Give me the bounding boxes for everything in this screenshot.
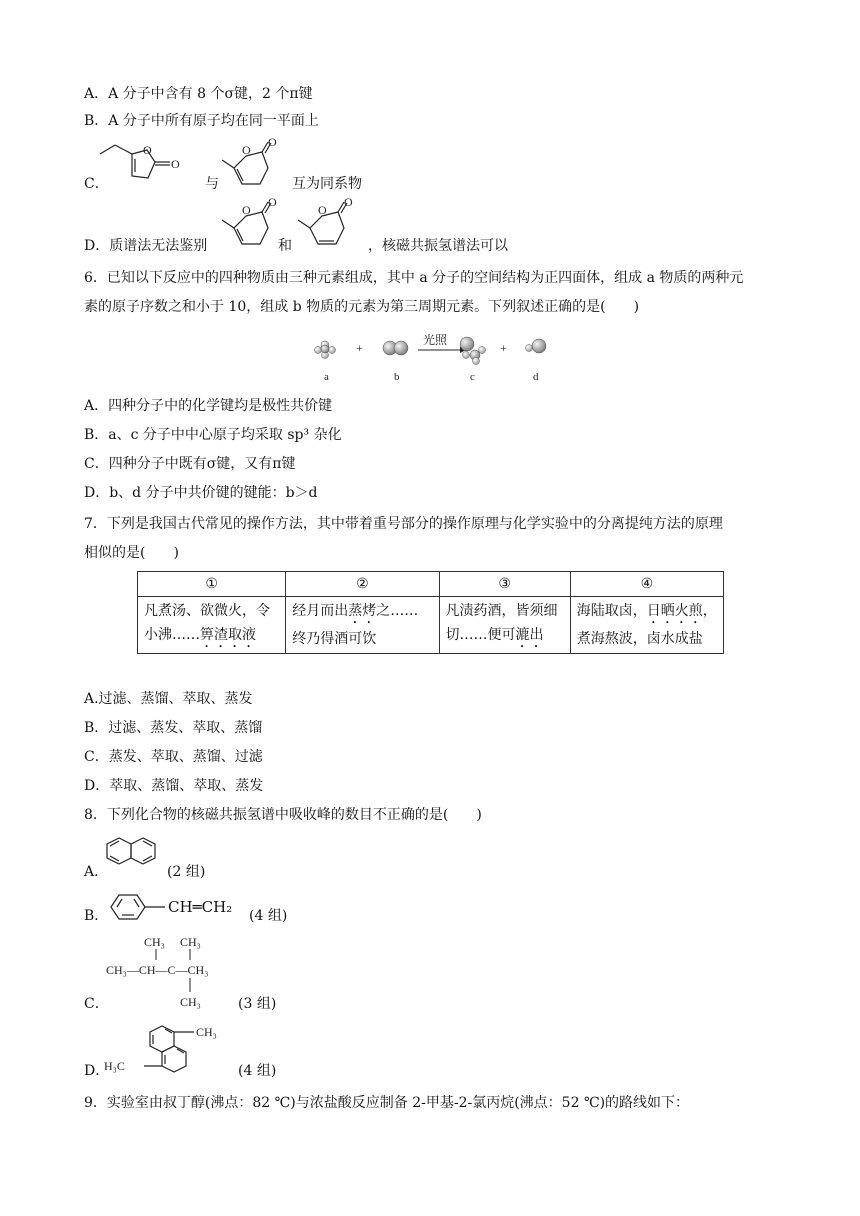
q5-option-a: A．A 分子中含有 8 个σ键，2 个π键: [84, 86, 313, 102]
q7-stem-line2: 相似的是( ): [84, 545, 179, 561]
q9-stem: 9．实验室由叔丁醇(沸点：82 ℃)与浓盐酸反应制备 2-甲基-2-氯丙烷(沸点：52 ℃)的路线如下：: [84, 1095, 690, 1111]
lactone-methyl-structure-d2: [292, 195, 362, 258]
plus-sign-1: +: [356, 341, 363, 355]
main-chain: CH₃—CH—C—CH₃: [106, 963, 209, 977]
q7-stem-line1: 7．下列是我国古代常见的操作方法，其中带着重号部分的操作原理与化学实验中的分离提纯方法的原理: [84, 516, 723, 532]
q6-option-c: C．四种分子中既有σ键，又有π键: [84, 456, 296, 472]
svg-text:O: O: [268, 195, 277, 209]
label-d: d: [533, 371, 539, 383]
svg-text:O: O: [242, 203, 251, 217]
plus-sign-2: +: [500, 341, 507, 355]
svg-text:O: O: [268, 135, 277, 149]
d-ch3: CH₃: [196, 1025, 217, 1039]
ch3-top-right: CH₃: [180, 935, 201, 949]
table-header-4: ④: [570, 572, 723, 597]
emphasis-text: 漉出: [515, 627, 544, 643]
q5-option-c-label: C．: [84, 176, 109, 192]
lactone-ethyl-structure: [95, 140, 205, 200]
ch3-top-left: CH₃: [144, 935, 165, 949]
table-cell-2: 经月而出蒸烤之…… 终乃得酒可饮: [286, 597, 439, 654]
q8-option-b-label: B．: [84, 908, 109, 924]
q6-option-a: A．四种分子中的化学键均是极性共价键: [84, 398, 333, 414]
svg-text:O: O: [143, 143, 152, 157]
label-b: b: [394, 371, 400, 383]
emphasis-text: 日晒火煎: [646, 603, 703, 619]
q8-option-c-label: C．: [84, 996, 109, 1012]
q8-option-d-count: (4 组): [238, 1063, 277, 1079]
q5-c-end: 互为同系物: [292, 176, 362, 192]
q8-option-a-count: (2 组): [167, 864, 206, 880]
table-cell-3: 凡渍药酒，皆须细 切……便可漉出: [439, 597, 570, 654]
table-cell-1: 凡煮汤、欲微火，令 小沸……箅渣取液: [138, 597, 286, 654]
naphthalene-structure: [103, 832, 163, 880]
d-h3c: H₃C: [104, 1059, 125, 1073]
q7-option-c: C．蒸发、萃取、蒸馏、过滤: [84, 749, 263, 765]
reaction-diagram: [300, 330, 570, 386]
table-header-row: [138, 572, 724, 597]
q7-option-a: A.过滤、蒸馏、萃取、蒸发: [84, 691, 253, 707]
q5-d-and: 和: [278, 238, 292, 254]
ch3-bottom: CH₃: [180, 995, 201, 1009]
svg-text:O: O: [171, 157, 180, 171]
svg-text:O: O: [242, 143, 251, 157]
styrene-formula: CH═CH₂: [168, 898, 233, 916]
styrene-structure: [103, 889, 165, 925]
label-c: c: [470, 371, 475, 383]
q5-option-d-label: D．质谱法无法鉴别: [84, 238, 208, 254]
table-cell-4: 海陆取卤，日晒火煎， 煮海熬波，卤水成盐: [570, 597, 723, 654]
q7-option-b: B．过滤、蒸发、萃取、蒸馏: [84, 720, 263, 736]
q5-option-b: B．A 分子中所有原子均在同一平面上: [84, 113, 319, 129]
q8-option-c-count: (3 组): [238, 996, 277, 1012]
emphasis-text: 蒸烤: [348, 603, 377, 619]
table-row: [138, 597, 724, 654]
table-header-3: ③: [439, 572, 570, 597]
lactone-methyl-structure-d1: [216, 195, 286, 258]
svg-text:O: O: [318, 203, 327, 217]
q8-option-b-count: (4 组): [249, 908, 288, 924]
q6-option-b: B．a、c 分子中中心原子均采取 sp³ 杂化: [84, 427, 342, 443]
label-a: a: [324, 371, 329, 383]
q7-option-d: D．萃取、蒸馏、萃取、蒸发: [84, 778, 264, 794]
dimethylnaphthalene-structure: [104, 1018, 234, 1084]
emphasis-text: 箅渣取液: [200, 627, 256, 643]
neohexane-structure: [104, 930, 244, 1012]
lactone-methyl-structure-c: [216, 135, 286, 198]
q8-option-a-label: A．: [84, 864, 109, 880]
q8-option-d-label: D．: [84, 1063, 110, 1079]
table-header-2: ②: [286, 572, 439, 597]
q6-stem-line2: 素的原子序数之和小于 10，组成 b 物质的元素为第三周期元素。下列叙述正确的是( ): [84, 299, 640, 315]
q6-stem-line1: 6．已知以下反应中的四种物质由三种元素组成，其中 a 分子的空间结构为正四面体，组成 a 物质的两种元: [84, 270, 744, 286]
table-header-1: ①: [138, 572, 286, 597]
q5-c-with: 与: [205, 176, 219, 192]
q8-stem: 8．下列化合物的核磁共振氢谱中吸收峰的数目不正确的是( ): [84, 807, 482, 823]
q5-d-end: ，核磁共振氢谱法可以: [368, 238, 508, 254]
svg-text:O: O: [344, 195, 353, 209]
q6-option-d: D．b、d 分子中共价键的键能：b＞d: [84, 485, 318, 501]
condition-light: 光照: [423, 333, 448, 347]
operations-table: [137, 571, 724, 654]
